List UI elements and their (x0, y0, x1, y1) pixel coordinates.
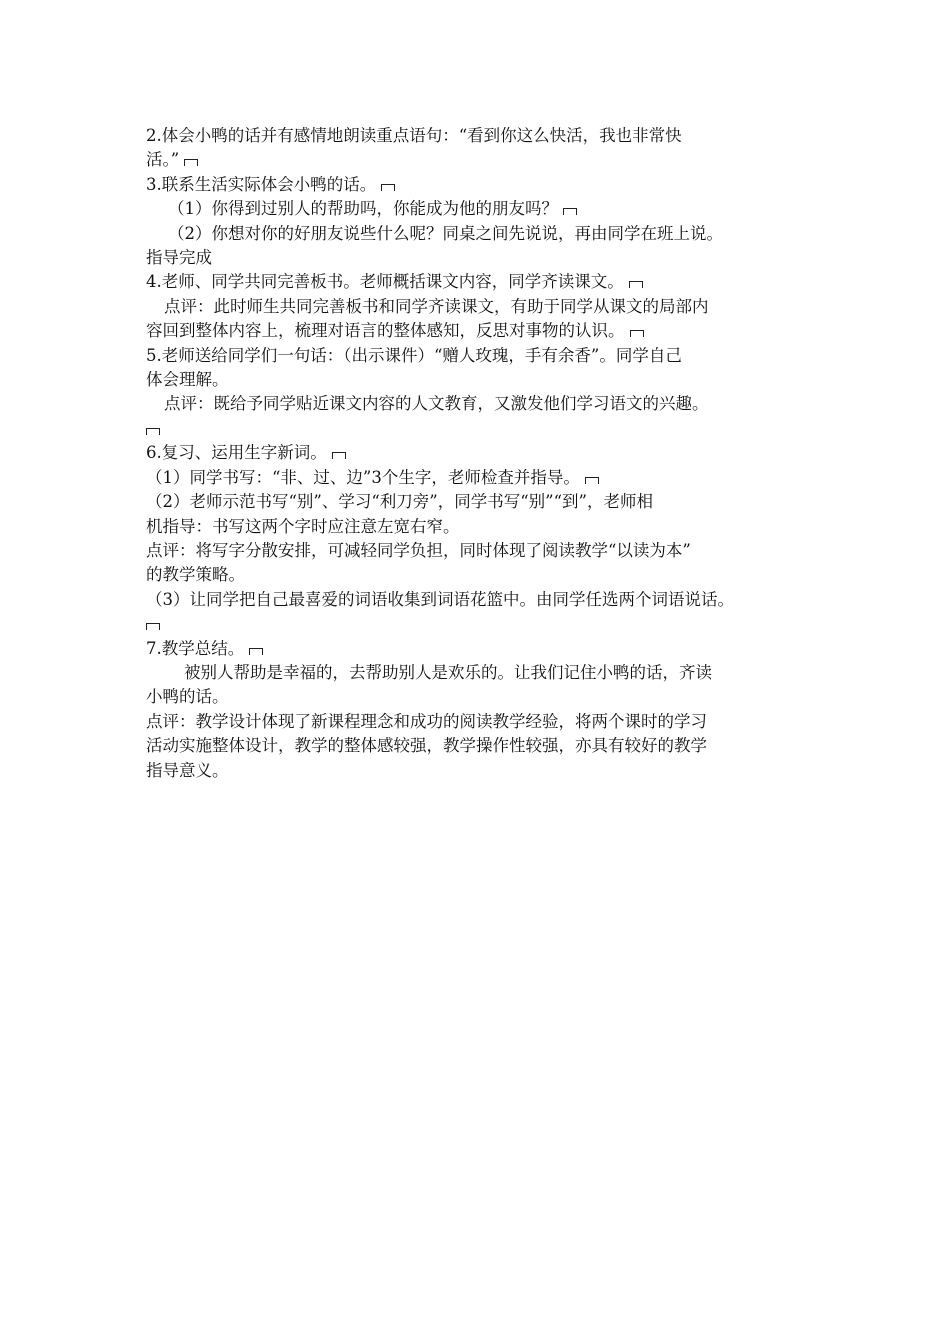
text-line: 点评：既给予同学贴近课文内容的人文教育，又激发他们学习语文的兴趣。 (164, 394, 709, 414)
paragraph-mark-icon (332, 452, 346, 459)
paragraph-mark-icon (146, 428, 160, 435)
text-line (146, 417, 818, 441)
paragraph-mark-icon (563, 208, 577, 215)
text-line: 点评：此时师生共同完善板书和同学齐读课文，有助于同学从课文的局部内 (164, 296, 709, 316)
document-body (146, 124, 818, 783)
paragraph-mark-icon (184, 159, 198, 166)
text-line (146, 612, 818, 636)
text-line: 容回到整体内容上，梳理对语言的整体感知，反思对事物的认识。 (146, 319, 818, 343)
text-line: （1）同学书写：“非、过、边”3个生字，老师检查并指导。 (146, 466, 818, 490)
text-line: 4.老师、同学共同完善板书。老师概括课文内容，同学齐读课文。 (146, 270, 818, 294)
text-line: 5.老师送给同学们一句话：（出示课件）“赠人玫瑰，手有余香”。同学自己 (146, 345, 682, 365)
paragraph-mark-icon (146, 623, 160, 630)
text-line: （2）老师示范书写“别”、学习“利刀旁”，同学书写“别”“到”，老师相 (146, 492, 653, 512)
text-line: 活动实施整体设计，教学的整体感较强，教学操作性较强，亦具有较好的教学 (146, 736, 707, 756)
text-line: 6.复习、运用生字新词。 (146, 441, 818, 465)
paragraph-mark-icon (630, 330, 644, 337)
text-line: （1）你得到过别人的帮助吗，你能成为他的朋友吗？ (146, 197, 818, 221)
text-line: 的教学策略。 (146, 565, 245, 585)
text-line: 被别人帮助是幸福的，去帮助别人是欢乐的。让我们记住小鸭的话，齐读 (184, 662, 712, 682)
text-line: 指导完成 (146, 248, 212, 268)
text-line: 机指导：书写这两个字时应注意左宽右窄。 (146, 516, 460, 536)
paragraph-mark-icon (249, 648, 263, 655)
text-line: 2.体会小鸭的话并有感情地朗读重点语句：“看到你这么快活，我也非常快 (146, 126, 682, 145)
text-line: 3.联系生活实际体会小鸭的话。 (146, 173, 818, 197)
text-line: 7.教学总结。 (146, 637, 818, 661)
paragraph-mark-icon (381, 184, 395, 191)
paragraph-mark-icon (629, 281, 643, 288)
paragraph-mark-icon (585, 477, 599, 484)
text-line: 点评：教学设计体现了新课程理念和成功的阅读教学经验，将两个课时的学习 (146, 711, 707, 731)
text-line: 小鸭的话。 (146, 687, 229, 707)
text-line: 体会理解。 (146, 370, 229, 390)
text-line: 点评：将写字分散安排，可减轻同学负担，同时体现了阅读教学“以读为本” (146, 540, 691, 560)
text-line: （3）让同学把自己最喜爱的词语收集到词语花篮中。由同学任选两个词语说话。 (146, 589, 734, 609)
text-line: （2）你想对你的好朋友说些什么呢？同桌之间先说说，再由同学在班上说。 (168, 223, 723, 243)
text-line: 指导意义。 (146, 760, 229, 780)
text-line: 活。” (146, 148, 818, 172)
